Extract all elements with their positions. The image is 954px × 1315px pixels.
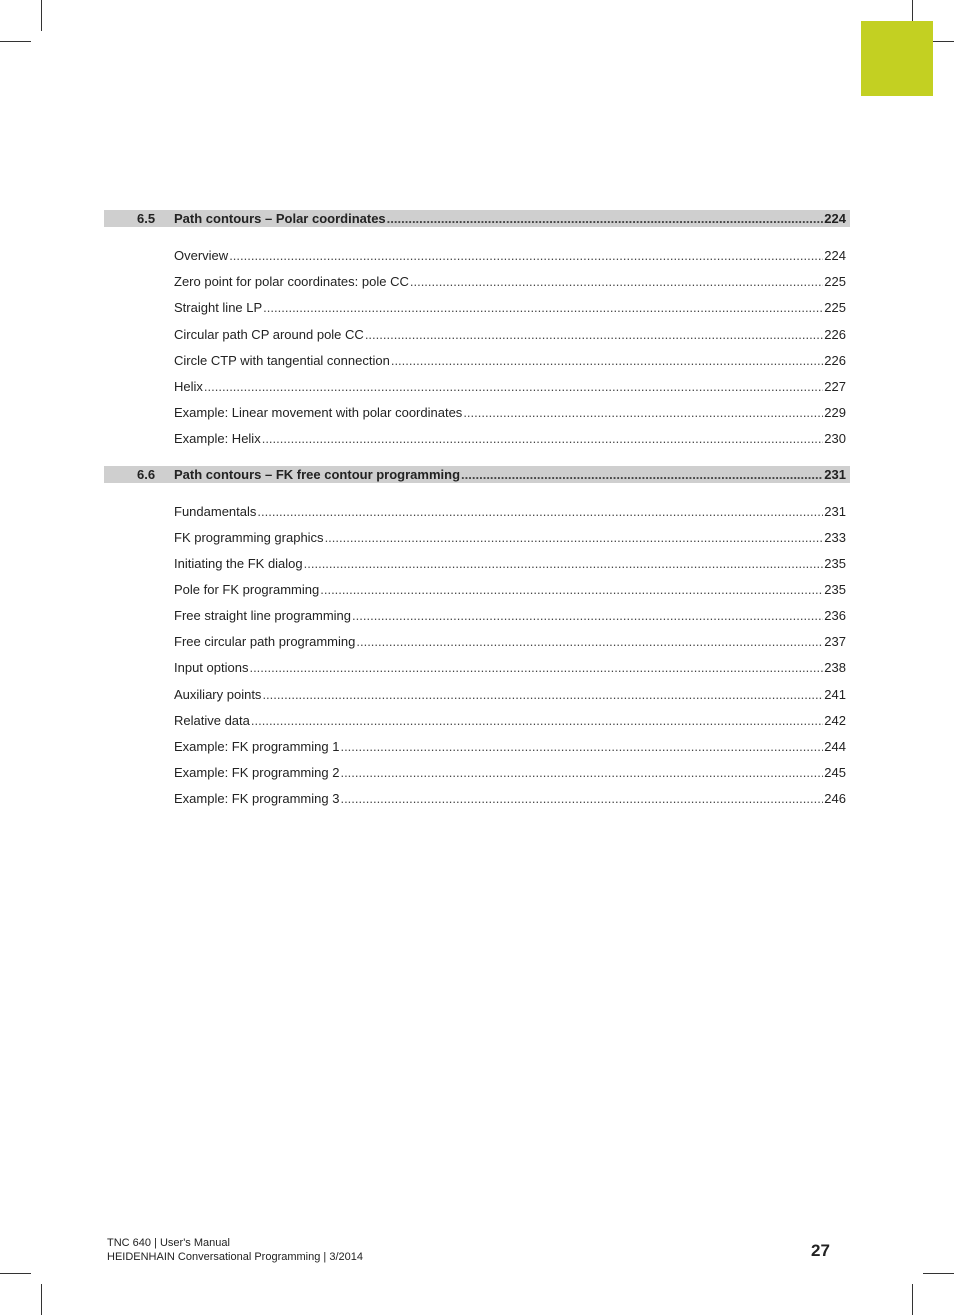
leader-dots <box>229 247 823 264</box>
toc-entry[interactable] <box>174 686 846 703</box>
toc-entry[interactable] <box>174 247 846 264</box>
leader-dots <box>340 790 823 807</box>
section-number: 6.6 <box>137 467 156 482</box>
entry-page: 230 <box>824 431 846 446</box>
leader-dots <box>262 430 824 447</box>
entry-page: 225 <box>824 274 846 289</box>
toc-entry[interactable] <box>174 404 846 421</box>
entry-page: 245 <box>824 765 846 780</box>
entry-page: 238 <box>824 660 846 675</box>
entry-page: 235 <box>824 582 846 597</box>
entry-page: 236 <box>824 608 846 623</box>
toc-entry[interactable] <box>174 430 846 447</box>
section-page: 224 <box>824 211 846 226</box>
entry-title: Fundamentals <box>174 504 257 519</box>
chapter-thumb-tab <box>861 21 933 96</box>
toc-entry[interactable] <box>174 764 846 781</box>
toc-entry[interactable] <box>174 299 846 316</box>
leader-dots <box>410 273 823 290</box>
entry-page: 242 <box>824 713 846 728</box>
entry-title: Pole for FK programming <box>174 582 320 597</box>
toc-entry[interactable] <box>174 326 846 343</box>
entry-title: Zero point for polar coordinates: pole CC <box>174 274 409 289</box>
leader-dots <box>251 712 823 729</box>
section-title: Path contours – Polar coordinates <box>174 211 386 226</box>
section-title: Path contours – FK free contour programming <box>174 467 461 482</box>
leader-dots <box>325 529 824 546</box>
leader-dots <box>391 352 823 369</box>
toc-entry[interactable] <box>174 633 846 650</box>
toc-entry[interactable] <box>174 712 846 729</box>
entry-page: 233 <box>824 530 846 545</box>
entry-page: 241 <box>824 687 846 702</box>
crop-mark <box>0 1273 31 1274</box>
entry-page: 246 <box>824 791 846 806</box>
entry-page: 235 <box>824 556 846 571</box>
leader-dots <box>262 686 823 703</box>
leader-dots <box>204 378 823 395</box>
entry-title: Straight line LP <box>174 300 263 315</box>
page-number: 27 <box>811 1241 830 1260</box>
entry-title: FK programming graphics <box>174 530 324 545</box>
toc-section-heading[interactable] <box>104 210 850 227</box>
entry-page: 231 <box>824 504 846 519</box>
entry-title: Relative data <box>174 713 250 728</box>
entry-title: Helix <box>174 379 203 394</box>
entry-title: Example: FK programming 3 <box>174 791 340 806</box>
crop-mark <box>41 0 42 31</box>
entry-page: 224 <box>824 248 846 263</box>
entry-page: 226 <box>824 353 846 368</box>
leader-dots <box>304 555 824 572</box>
entry-page: 226 <box>824 327 846 342</box>
leader-dots <box>461 466 823 483</box>
leader-dots <box>340 764 823 781</box>
entry-title: Circle CTP with tangential connection <box>174 353 390 368</box>
crop-mark <box>912 1284 913 1315</box>
entry-page: 225 <box>824 300 846 315</box>
entry-title: Auxiliary points <box>174 687 262 702</box>
leader-dots <box>356 633 823 650</box>
crop-mark <box>923 1273 954 1274</box>
toc-entry[interactable] <box>174 378 846 395</box>
toc-entry[interactable] <box>174 738 846 755</box>
entry-title: Example: Helix <box>174 431 261 446</box>
entry-page: 244 <box>824 739 846 754</box>
leader-dots <box>257 503 823 520</box>
entry-title: Example: FK programming 1 <box>174 739 340 754</box>
toc-entry[interactable] <box>174 790 846 807</box>
entry-title: Example: Linear movement with polar coordinates <box>174 405 463 420</box>
entry-page: 227 <box>824 379 846 394</box>
leader-dots <box>340 738 823 755</box>
entry-title: Initiating the FK dialog <box>174 556 303 571</box>
page-footer <box>107 1236 363 1264</box>
crop-mark <box>41 1284 42 1315</box>
entry-title: Free circular path programming <box>174 634 356 649</box>
toc-entry[interactable] <box>174 529 846 546</box>
toc-entry[interactable] <box>174 607 846 624</box>
footer-manual-title: TNC 640 | User's Manual <box>107 1237 230 1249</box>
toc-entry[interactable] <box>174 659 846 676</box>
leader-dots <box>463 404 823 421</box>
toc-entry[interactable] <box>174 503 846 520</box>
leader-dots <box>352 607 823 624</box>
leader-dots <box>387 210 824 227</box>
crop-mark <box>0 41 31 42</box>
leader-dots <box>249 659 823 676</box>
toc-entry[interactable] <box>174 352 846 369</box>
entry-page: 237 <box>824 634 846 649</box>
entry-title: Overview <box>174 248 229 263</box>
section-number: 6.5 <box>137 211 156 226</box>
toc-entry[interactable] <box>174 581 846 598</box>
leader-dots <box>365 326 823 343</box>
leader-dots <box>320 581 823 598</box>
entry-title: Example: FK programming 2 <box>174 765 340 780</box>
entry-title: Circular path CP around pole CC <box>174 327 364 342</box>
section-page: 231 <box>824 467 846 482</box>
toc-entry[interactable] <box>174 273 846 290</box>
toc-entry[interactable] <box>174 555 846 572</box>
entry-title: Free straight line programming <box>174 608 352 623</box>
footer-publication: HEIDENHAIN Conversational Programming | 3/2014 <box>107 1251 363 1263</box>
entry-title: Input options <box>174 660 249 675</box>
entry-page: 229 <box>824 405 846 420</box>
toc-section-heading[interactable] <box>104 466 850 483</box>
leader-dots <box>263 299 823 316</box>
